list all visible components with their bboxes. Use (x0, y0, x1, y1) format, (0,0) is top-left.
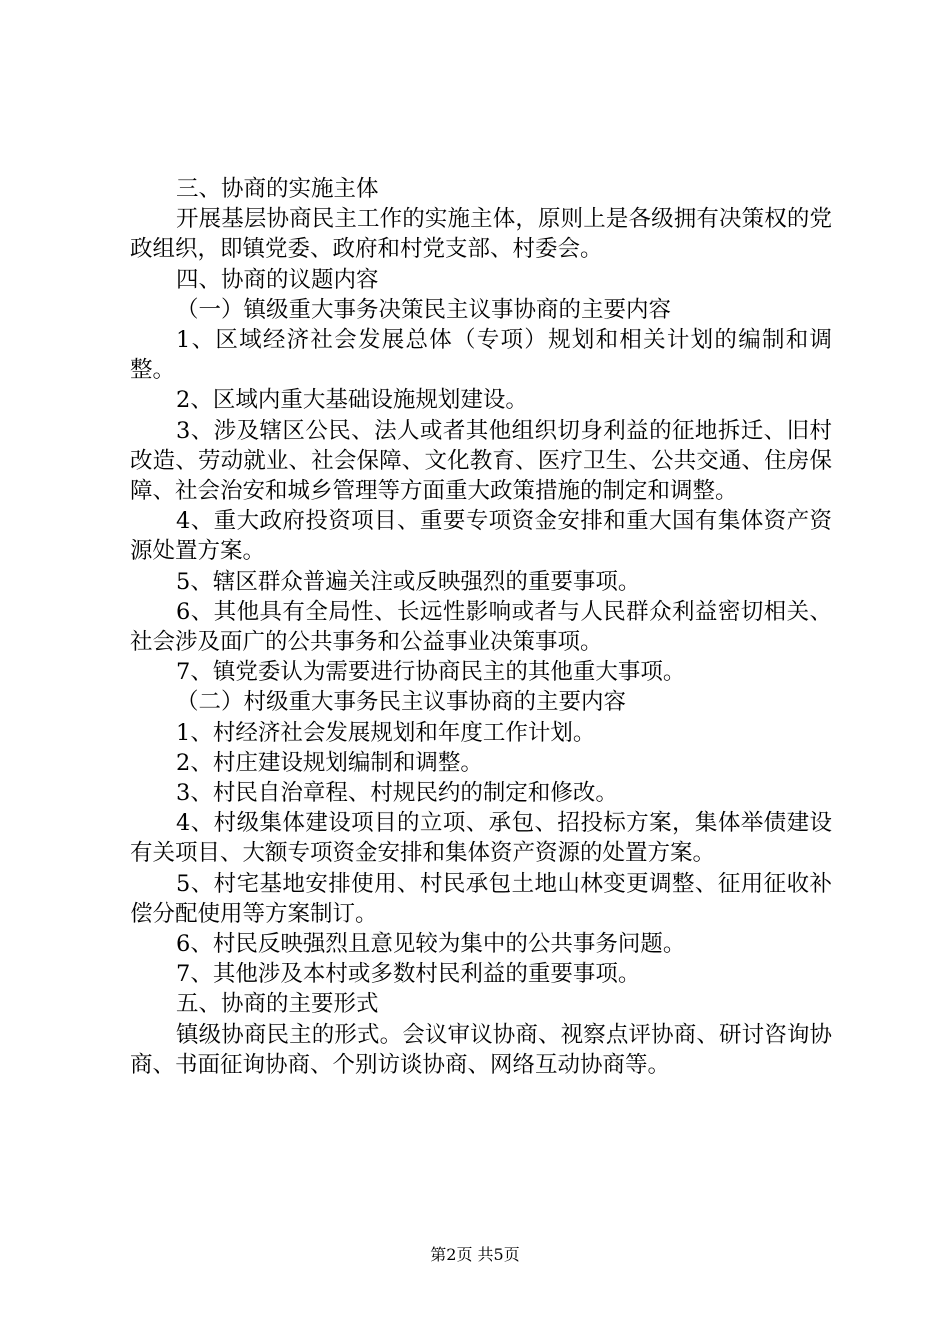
list-item-village-2: 2、村庄建设规划编制和调整。 (176, 749, 483, 776)
list-item-village-5: 5、村宅基地安排使用、村民承包土地山林变更调整、征用征收补偿分配使用等方案制订。 (130, 870, 832, 927)
list-item-town-7: 7、镇党委认为需要进行协商民主的其他重大事项。 (176, 659, 686, 686)
paragraph-forms: 镇级协商民主的形式。会议审议协商、视察点评协商、研讨咨询协商、书面征询协商、个别访谈协商、网络互动协商等。 (130, 1021, 832, 1078)
list-item-village-4: 4、村级集体建设项目的立项、承包、招投标方案，集体举债建设有关项目、大额专项资金安排和集体资产资源的处置方案。 (130, 810, 832, 867)
list-item-village-7: 7、其他涉及本村或多数村民利益的重要事项。 (176, 961, 641, 988)
section-heading-topics: 四、协商的议题内容 (176, 266, 379, 293)
list-item-village-1: 1、村经济社会发展规划和年度工作计划。 (176, 719, 596, 746)
list-item-town-4: 4、重大政府投资项目、重要专项资金安排和重大国有集体资产资源处置方案。 (130, 508, 832, 565)
subsection-heading-town: （一）镇级重大事务决策民主议事协商的主要内容 (176, 296, 672, 323)
list-item-village-3: 3、村民自治章程、村规民约的制定和修改。 (176, 780, 618, 807)
document-body (130, 174, 832, 1080)
list-item-town-1: 1、区域经济社会发展总体（专项）规划和相关计划的编制和调整。 (130, 327, 832, 384)
list-item-town-3: 3、涉及辖区公民、法人或者其他组织切身利益的征地拆迁、旧村改造、劳动就业、社会保障、文化教育、医疗卫生、公共交通、住房保障、社会治安和城乡管理等方面重大政策措施的制定和调整。 (130, 417, 832, 505)
paragraph-implementers: 开展基层协商民主工作的实施主体，原则上是各级拥有决策权的党政组织，即镇党委、政府和村党支部、村委会。 (130, 206, 832, 263)
section-heading-implementers: 三、协商的实施主体 (176, 176, 379, 202)
list-item-village-6: 6、村民反映强烈且意见较为集中的公共事务问题。 (176, 931, 686, 958)
section-heading-forms: 五、协商的主要形式 (176, 991, 379, 1018)
list-item-town-6: 6、其他具有全局性、长远性影响或者与人民群众利益密切相关、社会涉及面广的公共事务和公益事业决策事项。 (130, 598, 832, 656)
subsection-heading-village: （二）村级重大事务民主议事协商的主要内容 (176, 689, 627, 716)
page-footer: 第2页 共5页 (430, 1245, 520, 1264)
list-item-town-2: 2、区域内重大基础设施规划建设。 (176, 387, 528, 414)
list-item-town-5: 5、辖区群众普遍关注或反映强烈的重要事项。 (176, 568, 641, 595)
